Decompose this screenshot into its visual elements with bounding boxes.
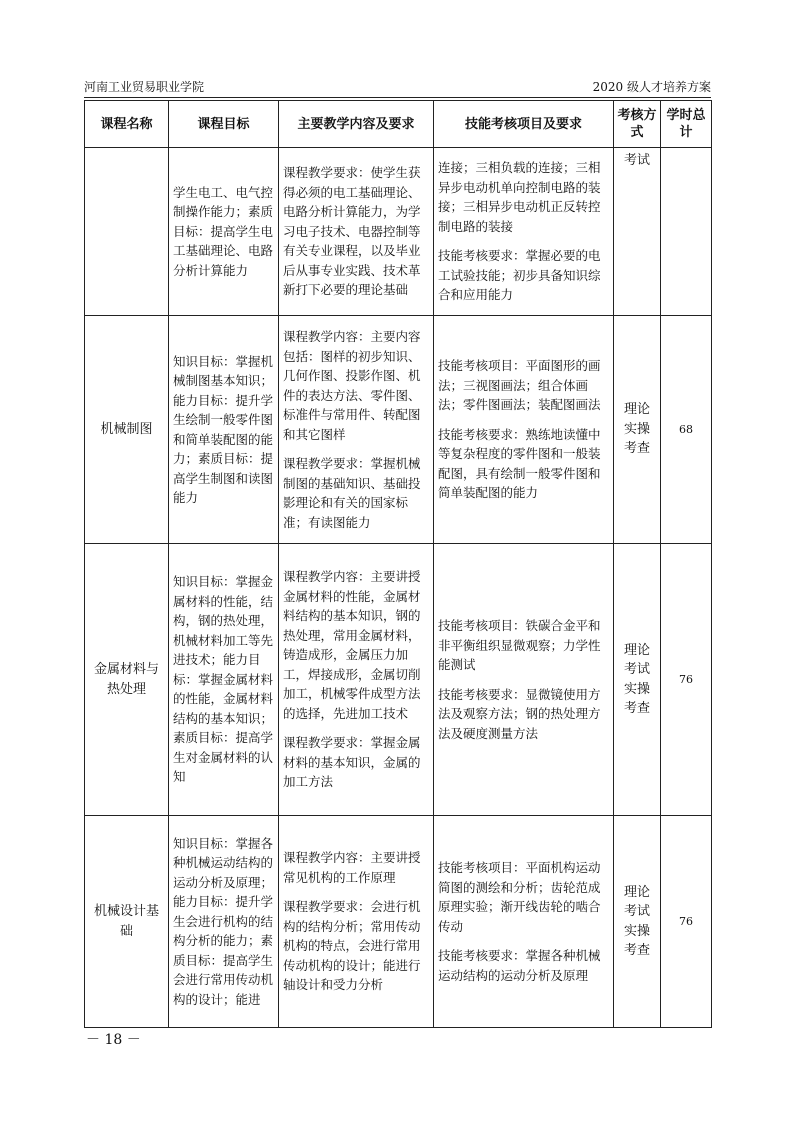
page-number: － 18 － [86,1032,141,1048]
skill-items: 技能考核项目：平面机构运动简图的测绘和分析；齿轮范成原理实验；渐开线齿轮的啮合传动 [438,860,601,934]
col-header-content: 主要教学内容及要求 [279,101,434,148]
skill-requirement: 技能考核要求：熟练地读懂中等复杂程度的零件图和一般装配图，具有绘制一般零件图和简单装配图的能力 [438,426,601,501]
page-header [84,76,711,98]
skill-requirement: 技能考核要求：掌握各种机械运动结构的运动分析及原理 [438,948,601,983]
header-rule [84,97,711,98]
total-hours [661,148,712,316]
table-row [85,316,712,544]
course-name: 机械设计基础 [85,816,169,1028]
course-name [85,148,169,316]
table-row [85,816,712,1028]
content-description: 课程教学内容：主要讲授金属材料的性能，金属材料结构的基本知识，钢的热处理，常用金属材料，铸造成形，金属压力加工，焊接成形，金属切削加工，机械零件成型方法的选择，先进加工技术 [283,569,421,721]
content-requirement: 课程教学要求：掌握金属材料的基本知识，金属的加工方法 [283,735,421,790]
institution-name: 河南工业贸易职业学院 [84,80,205,94]
total-hours: 68 [661,316,712,544]
content-requirement: 课程教学要求：使学生获得必须的电工基础理论、电路分析计算能力，为学习电子技术、电器控制等有关专业课程，以及毕业后从事专业实践、技术革新打下必要的理论基础 [283,165,421,298]
col-header-hours: 学时总计 [661,101,712,148]
course-skill [434,816,614,1028]
skill-items: 技能考核项目：平面图形的画法；三视图画法；组合体画法；零件图画法；装配图画法 [438,358,601,413]
document-title: 2020 级人才培养方案 [592,80,711,94]
course-content [279,148,434,316]
content-requirement: 课程教学要求：掌握机械制图的基础知识、基础投影理论和有关的国家标准；有读图能力 [283,456,421,530]
course-name: 机械制图 [85,316,169,544]
content-description: 课程教学内容：主要讲授常见机构的工作原理 [283,850,421,885]
content-requirement: 课程教学要求：会进行机构的结构分析；常用传动机构的特点，会进行常用传动机构的设计；能进行轴设计和受力分析 [283,899,421,993]
course-skill [434,544,614,816]
skill-items: 技能考核项目：铁碳合金平和非平衡组织显微观察；力学性能测试 [438,618,601,672]
assessment-method: 考试 [614,148,661,316]
skill-requirement: 技能考核要求：掌握必要的电工试验技能；初步具备知识综合和应用能力 [438,248,601,303]
assessment-method: 理论考试实操考查 [614,816,661,1028]
course-skill [434,148,614,316]
course-name: 金属材料与热处理 [85,544,169,816]
col-header-skill: 技能考核项目及要求 [434,101,614,148]
course-goal: 知识目标：掌握各种机械运动结构的运动分析及原理；能力目标：提升学生会进行机构的结构分析的能力；素质目标：提高学生会进行常用传动机构的设计；能进 [169,816,279,1028]
skill-requirement: 技能考核要求：显微镜使用方法及观察方法；钢的热处理方法及硬度测量方法 [438,686,601,741]
assessment-method: 理论实操考查 [614,316,661,544]
course-goal: 知识目标：掌握机械制图基本知识；能力目标：提升学生绘制一般零件图和简单装配图的能力；素质目标：提高学生制图和读图能力 [169,316,279,544]
col-header-goal: 课程目标 [169,101,279,148]
table-row [85,544,712,816]
total-hours: 76 [661,816,712,1028]
table-header-row [85,101,712,148]
skill-items: 连接；三相负载的连接；三相异步电动机单向控制电路的装接；三相异步电动机正反转控制电路的装接 [438,160,601,234]
total-hours: 76 [661,544,712,816]
course-skill [434,316,614,544]
course-goal: 学生电工、电气控制操作能力；素质目标：提高学生电工基础理论、电路分析计算能力 [169,148,279,316]
assessment-method: 理论考试实操考查 [614,544,661,816]
col-header-method: 考核方式 [614,101,661,148]
course-content [279,816,434,1028]
content-description: 课程教学内容：主要内容包括：图样的初步知识、几何作图、投影作图、机件的表达方法、零件图、标准件与常用件、转配图和其它图样 [283,329,421,442]
course-table [84,100,712,1028]
course-goal: 知识目标：掌握金属材料的性能，结构，钢的热处理，机械材料加工等先进技术；能力目标：掌握金属材料的性能，金属材料结构的基本知识；素质目标：提高学生对金属材料的认知 [169,544,279,816]
course-content [279,316,434,544]
course-content [279,544,434,816]
col-header-name: 课程名称 [85,101,169,148]
table-row [85,148,712,316]
